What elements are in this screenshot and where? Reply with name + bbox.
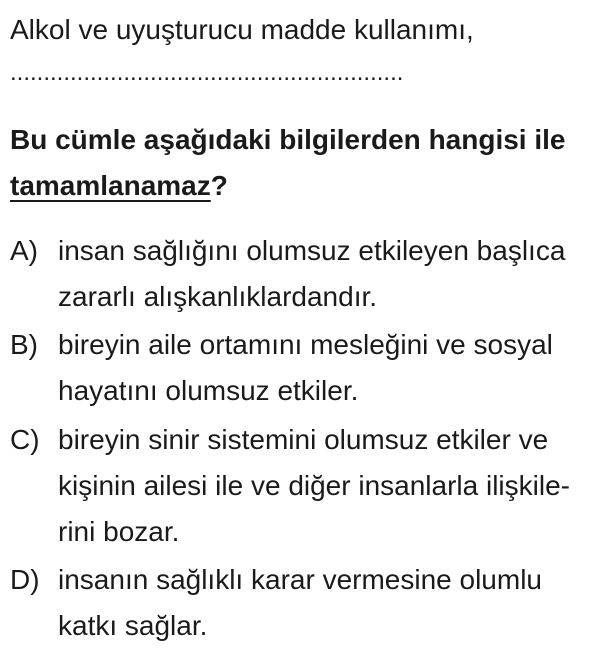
option-d[interactable] — [10, 557, 600, 649]
question-prompt — [10, 117, 600, 209]
option-letter: B) — [10, 329, 38, 360]
question-text: Bu cümle aşağıdaki bilgilerden hangisi ile — [10, 124, 566, 155]
option-text: insanın sağlıklı karar vermesine olumlu katkı sağlar. — [58, 564, 542, 641]
question-mark: ? — [210, 170, 228, 201]
option-c[interactable] — [10, 417, 600, 555]
blank-line: ........................................................... — [10, 59, 404, 86]
option-letter: A) — [10, 235, 38, 266]
option-text: insan sağlığını olumsuz etkileyen başlıca zararlı alışkanlıklardandır. — [58, 235, 566, 312]
option-b[interactable] — [10, 322, 600, 414]
option-text: bireyin aile ortamını mesleğini ve sosyal hayatını olumsuz etkiler. — [58, 329, 553, 406]
option-text: bireyin sinir sistemini olumsuz etkiler ve kişinin ailesi ile ve diğer insanlarla ilişkile- rini bozar. — [58, 424, 570, 547]
option-letter: D) — [10, 564, 40, 595]
option-letter: C) — [10, 424, 40, 455]
question-emphasis: tamamlanamaz — [10, 170, 211, 201]
option-a[interactable] — [10, 228, 600, 320]
question-stem: Alkol ve uyuşturucu madde kullanımı, — [10, 14, 474, 45]
